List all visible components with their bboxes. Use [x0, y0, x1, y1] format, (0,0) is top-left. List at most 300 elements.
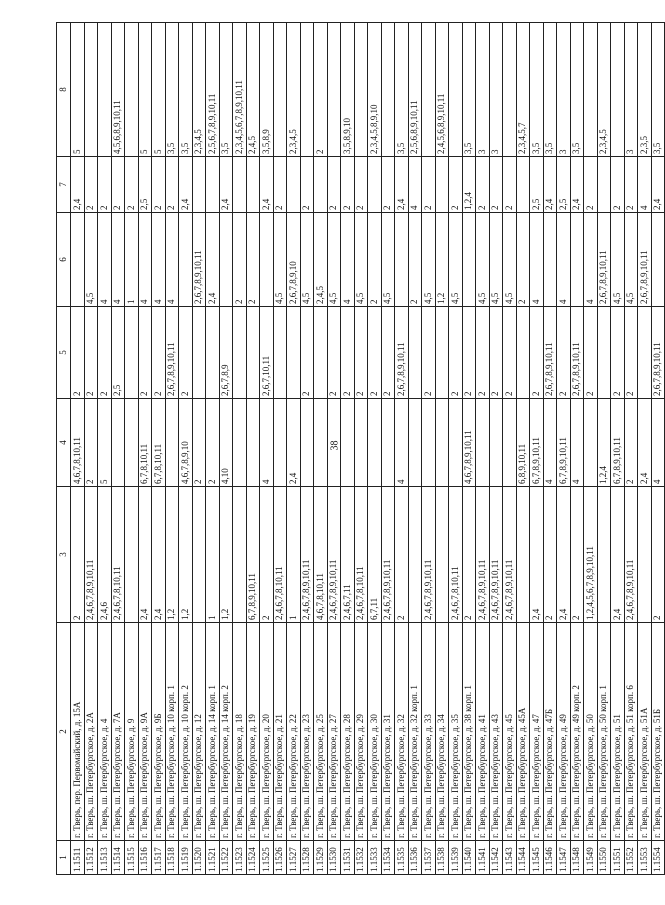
- table-cell: 1,2: [435, 213, 449, 307]
- table-cell: [233, 399, 247, 487]
- table-row: [476, 23, 490, 875]
- table-cell: 2: [462, 307, 476, 399]
- table-cell: 1.1515: [125, 841, 139, 875]
- table-cell: 4,10: [219, 399, 233, 487]
- table-cell: 1: [287, 487, 301, 623]
- table-cell: 1.1528: [300, 841, 314, 875]
- table-cell: г. Тверь, ш. Петербургское, д. 32 корп. 1: [408, 623, 422, 841]
- table-cell: [435, 157, 449, 213]
- table-cell: г. Тверь, ш. Петербургское, д. 51: [611, 623, 625, 841]
- table-row: [624, 23, 638, 875]
- table-cell: 2,3,4,5: [287, 23, 301, 157]
- table-cell: 1.1514: [111, 841, 125, 875]
- table-row: [489, 23, 503, 875]
- table-cell: [435, 307, 449, 399]
- table-cell: 1.1546: [543, 841, 557, 875]
- table-cell: 3,5: [530, 23, 544, 157]
- table-cell: 2,4,6,7,8,9,10,11: [300, 487, 314, 623]
- table-cell: 4: [530, 213, 544, 307]
- table-cell: 3,5: [543, 23, 557, 157]
- table-row: [597, 23, 611, 875]
- table-cell: 4,5: [327, 213, 341, 307]
- table-row: [651, 23, 665, 875]
- table-cell: 1.1513: [98, 841, 112, 875]
- table-cell: 2,4: [179, 157, 193, 213]
- table-cell: 1.1548: [570, 841, 584, 875]
- table-cell: 2,6,7,8,9,10: [287, 213, 301, 307]
- table-cell: 2: [152, 157, 166, 213]
- table-cell: [192, 157, 206, 213]
- table-cell: 2: [422, 307, 436, 399]
- table-row: [584, 23, 598, 875]
- table-cell: 2,4,5,6,8,9,10,11: [435, 23, 449, 157]
- table-cell: г. Тверь, ш. Петербургское, д. 20: [260, 623, 274, 841]
- table-cell: 2,4,6,7,8,10,11: [111, 487, 125, 623]
- table-cell: 4: [165, 213, 179, 307]
- table-cell: [381, 23, 395, 157]
- table-cell: [651, 213, 665, 307]
- table-cell: [206, 307, 220, 399]
- table-cell: [327, 23, 341, 157]
- table-row: [341, 23, 355, 875]
- table-row: [125, 23, 139, 875]
- table-cell: 6,7,8,9,10,11: [557, 399, 571, 487]
- column-header: 7: [57, 157, 71, 213]
- table-cell: г. Тверь, ш. Петербургское, д. 27: [327, 623, 341, 841]
- table-cell: 1.1527: [287, 841, 301, 875]
- table-cell: [246, 157, 260, 213]
- table-row: [98, 23, 112, 875]
- table-cell: [638, 487, 652, 623]
- table-cell: 4,6,7,8,9,10,11: [462, 399, 476, 487]
- table-cell: 2,4: [530, 487, 544, 623]
- table-cell: 4,5: [489, 213, 503, 307]
- table-cell: 2,5: [557, 157, 571, 213]
- table-cell: 1,2: [165, 487, 179, 623]
- table-row: [381, 23, 395, 875]
- table-cell: г. Тверь, ш. Петербургское, д. 21: [273, 623, 287, 841]
- table-cell: 1.1534: [381, 841, 395, 875]
- table-cell: 2: [476, 307, 490, 399]
- table-cell: 1.1520: [192, 841, 206, 875]
- data-table: [56, 22, 665, 875]
- table-cell: 2: [449, 307, 463, 399]
- table-cell: 2: [381, 157, 395, 213]
- table-cell: 2: [624, 307, 638, 399]
- table-cell: [543, 213, 557, 307]
- table-cell: г. Тверь, ш. Петербургское, д. 28: [341, 623, 355, 841]
- table-row: [71, 23, 85, 875]
- table-cell: г. Тверь, ш. Петербургское, д. 51 корп. 6: [624, 623, 638, 841]
- table-cell: 2,4,6,7,8,9,10,11: [422, 487, 436, 623]
- table-cell: 2,3,4,5,6,7,8,9,10,11: [233, 23, 247, 157]
- table-cell: [516, 307, 530, 399]
- table-cell: 3: [476, 23, 490, 157]
- table-cell: 2: [300, 307, 314, 399]
- table-cell: г. Тверь, ш. Петербургское, д. 41: [476, 623, 490, 841]
- table-cell: 2,4,6,7,8,9,10,11: [327, 487, 341, 623]
- table-cell: г. Тверь, ш. Петербургское, д. 33: [422, 623, 436, 841]
- table-cell: [597, 157, 611, 213]
- table-row: [273, 23, 287, 875]
- table-cell: 2,4,6,7,8,10,11: [354, 487, 368, 623]
- table-cell: [314, 399, 328, 487]
- table-cell: 4,5: [273, 213, 287, 307]
- table-cell: 1: [206, 487, 220, 623]
- table-cell: 2: [503, 157, 517, 213]
- table-cell: [125, 399, 139, 487]
- table-cell: [408, 307, 422, 399]
- table-cell: 2,4: [651, 157, 665, 213]
- table-cell: [408, 399, 422, 487]
- table-cell: 2,3,5: [638, 23, 652, 157]
- table-cell: г. Тверь, ш. Петербургское, д. 12: [192, 623, 206, 841]
- table-cell: 5: [152, 23, 166, 157]
- table-cell: [476, 399, 490, 487]
- table-cell: 4: [570, 399, 584, 487]
- table-cell: 4,5: [84, 213, 98, 307]
- table-cell: 2: [71, 307, 85, 399]
- table-cell: [192, 307, 206, 399]
- table-cell: [422, 23, 436, 157]
- table-cell: 2: [395, 487, 409, 623]
- table-cell: 6,7,8,9,10,11: [611, 399, 625, 487]
- table-cell: г. Тверь, ш. Петербургское, д. 19: [246, 623, 260, 841]
- table-cell: 2,5: [530, 157, 544, 213]
- table-cell: 2: [98, 307, 112, 399]
- table-cell: 1.1535: [395, 841, 409, 875]
- column-header: 4: [57, 399, 71, 487]
- table-cell: 4: [138, 213, 152, 307]
- table-cell: 2,5,6,7,8,9,10,11: [206, 23, 220, 157]
- table-cell: 1.1550: [597, 841, 611, 875]
- table-cell: 4,5: [611, 213, 625, 307]
- table-cell: 4,5: [381, 213, 395, 307]
- table-cell: 2,3,4,5: [597, 23, 611, 157]
- table-cell: 2,4: [219, 157, 233, 213]
- table-row: [503, 23, 517, 875]
- table-cell: 2,4: [395, 157, 409, 213]
- column-header: 6: [57, 213, 71, 307]
- table-cell: г. Тверь, ш. Петербургское, д. 22: [287, 623, 301, 841]
- table-cell: 2,5,6,8,9,10,11: [408, 23, 422, 157]
- table-cell: [206, 157, 220, 213]
- table-cell: 2,4,6,7,8,10,11: [449, 487, 463, 623]
- table-cell: 2,6,7,8,9,10,11: [165, 307, 179, 399]
- table-cell: г. Тверь, ш. Петербургское, д. 38 корп. 1: [462, 623, 476, 841]
- table-cell: [273, 23, 287, 157]
- table-cell: 3: [624, 23, 638, 157]
- table-row: [179, 23, 193, 875]
- table-cell: 2,4,6,7,8,9,10,11: [503, 487, 517, 623]
- table-cell: г. Тверь, ш. Петербургское, д. 30: [368, 623, 382, 841]
- table-cell: 1.1540: [462, 841, 476, 875]
- table-cell: 1,2,4: [597, 399, 611, 487]
- table-cell: 2: [125, 157, 139, 213]
- table-row: [530, 23, 544, 875]
- table-cell: [408, 487, 422, 623]
- table-cell: г. Тверь, ш. Петербургское, д. 4: [98, 623, 112, 841]
- table-cell: 2,4,6,7,8,9,10,11: [624, 487, 638, 623]
- table-cell: [287, 157, 301, 213]
- table-cell: г. Тверь, ш. Петербургское, д. 49: [557, 623, 571, 841]
- table-cell: 1.1547: [557, 841, 571, 875]
- table-cell: 3,5: [651, 23, 665, 157]
- table-cell: 2: [462, 487, 476, 623]
- table-cell: 2: [489, 157, 503, 213]
- table-cell: 1.1517: [152, 841, 166, 875]
- table-row: [638, 23, 652, 875]
- table-cell: 1.1553: [638, 841, 652, 875]
- table-cell: 2: [260, 487, 274, 623]
- table-cell: [192, 487, 206, 623]
- table-cell: г. Тверь, ш. Петербургское, д. 45А: [516, 623, 530, 841]
- table-row: [300, 23, 314, 875]
- table-cell: г. Тверь, ш. Петербургское, д. 47: [530, 623, 544, 841]
- table-cell: [489, 399, 503, 487]
- table-cell: 1.1551: [611, 841, 625, 875]
- table-row: [395, 23, 409, 875]
- table-cell: 2,6,7,10,11: [260, 307, 274, 399]
- table-cell: 1.1532: [354, 841, 368, 875]
- table-cell: г. Тверь, ш. Петербургское, д. 18: [233, 623, 247, 841]
- table-cell: 1.1531: [341, 841, 355, 875]
- table-row: [138, 23, 152, 875]
- table-cell: 1.1538: [435, 841, 449, 875]
- table-cell: г. Тверь, ш. Петербургское, д. 9: [125, 623, 139, 841]
- table-cell: 2,4,6,7,8,9,10,11: [476, 487, 490, 623]
- table-cell: 2,4,6,7,8,9,10,11: [84, 487, 98, 623]
- table-cell: 2,4,6,7,11: [341, 487, 355, 623]
- table-cell: 2: [71, 487, 85, 623]
- table-cell: [71, 213, 85, 307]
- table-cell: 1.1529: [314, 841, 328, 875]
- table-cell: 1: [125, 213, 139, 307]
- table-cell: г. Тверь, ш. Петербургское, д. 9А: [138, 623, 152, 841]
- table-row: [408, 23, 422, 875]
- table-cell: 3,5: [165, 23, 179, 157]
- table-cell: 4,5: [300, 213, 314, 307]
- table-cell: 1,2: [179, 487, 193, 623]
- table-cell: 2: [368, 213, 382, 307]
- table-cell: 2,4,6,7,8,9,10,11: [489, 487, 503, 623]
- table-cell: 2,4,6,7,8,9,10,11: [381, 487, 395, 623]
- table-cell: 2: [611, 307, 625, 399]
- table-cell: 2: [327, 157, 341, 213]
- table-cell: [597, 307, 611, 399]
- table-cell: 2: [516, 213, 530, 307]
- table-cell: 2: [233, 213, 247, 307]
- table-cell: 2: [408, 213, 422, 307]
- table-cell: 4,6,7,8,9,10: [179, 399, 193, 487]
- table-cell: [246, 307, 260, 399]
- table-cell: 2,4,5: [246, 23, 260, 157]
- table-cell: 3: [557, 23, 571, 157]
- table-cell: 4: [651, 399, 665, 487]
- table-cell: 4,5: [449, 213, 463, 307]
- table-cell: 1,2: [219, 487, 233, 623]
- table-cell: [273, 399, 287, 487]
- table-cell: г. Тверь, ш. Петербургское, д. 14 корп. 1: [206, 623, 220, 841]
- table-row: [219, 23, 233, 875]
- table-cell: 2,6,7,8,9,10,11: [192, 213, 206, 307]
- table-cell: 2,4: [71, 157, 85, 213]
- table-cell: 2: [624, 157, 638, 213]
- table-row: [449, 23, 463, 875]
- table-cell: 1.1541: [476, 841, 490, 875]
- table-cell: 4: [543, 399, 557, 487]
- column-header: 1: [57, 841, 71, 875]
- table-row: [354, 23, 368, 875]
- table-row: [246, 23, 260, 875]
- table-cell: 2,6,7,8,9,10,11: [395, 307, 409, 399]
- column-header: 8: [57, 23, 71, 157]
- table-cell: г. Тверь, ш. Петербургское, д. 29: [354, 623, 368, 841]
- table-cell: 6,8,9,10,11: [516, 399, 530, 487]
- table-cell: 1.1511: [71, 841, 85, 875]
- table-cell: 6,7,8,10,11: [138, 399, 152, 487]
- table-cell: 2: [584, 307, 598, 399]
- table-cell: 1.1554: [651, 841, 665, 875]
- table-cell: 2,4: [570, 157, 584, 213]
- table-cell: [462, 213, 476, 307]
- table-cell: [354, 23, 368, 157]
- table-cell: 2: [98, 157, 112, 213]
- table-cell: [638, 307, 652, 399]
- table-cell: 4: [638, 157, 652, 213]
- table-cell: [98, 23, 112, 157]
- table-cell: [368, 399, 382, 487]
- table-cell: 2: [381, 307, 395, 399]
- table-cell: 2: [543, 487, 557, 623]
- table-cell: 2,6,7,8,9: [219, 307, 233, 399]
- table-cell: 1.1552: [624, 841, 638, 875]
- table-cell: 1.1521: [206, 841, 220, 875]
- table-cell: г. Тверь, ш. Петербургское, д. 25: [314, 623, 328, 841]
- table-row: [422, 23, 436, 875]
- table-cell: [354, 399, 368, 487]
- table-cell: г. Тверь, ш. Петербургское, д. 10 корп. 1: [165, 623, 179, 841]
- table-cell: [125, 23, 139, 157]
- table-cell: 4,5: [354, 213, 368, 307]
- column-header: 2: [57, 623, 71, 841]
- table-cell: 2: [341, 307, 355, 399]
- table-cell: 6,7,8,9,10,11: [246, 487, 260, 623]
- table-cell: [435, 399, 449, 487]
- table-cell: [584, 23, 598, 157]
- table-cell: [233, 487, 247, 623]
- table-cell: 4: [395, 399, 409, 487]
- table-cell: [233, 157, 247, 213]
- table-cell: 2,6,7,8,9,10,11: [570, 307, 584, 399]
- table-cell: 4,6,7,8,10,11: [314, 487, 328, 623]
- table-cell: 2,4,5: [314, 213, 328, 307]
- table-row: [462, 23, 476, 875]
- table-row: [84, 23, 98, 875]
- table-cell: 2: [570, 487, 584, 623]
- table-header-row: [57, 23, 71, 875]
- table-cell: 2: [530, 307, 544, 399]
- table-cell: 4,6,7,8,10,11: [71, 399, 85, 487]
- table-cell: 2: [624, 399, 638, 487]
- table-cell: 2: [165, 157, 179, 213]
- table-cell: 1.1525: [260, 841, 274, 875]
- table-cell: 3: [489, 23, 503, 157]
- table-cell: [273, 307, 287, 399]
- table-body: [71, 23, 665, 875]
- table-cell: 2: [111, 157, 125, 213]
- table-cell: г. Тверь, ш. Петербургское, д. 43: [489, 623, 503, 841]
- table-row: [206, 23, 220, 875]
- table-cell: 2,4: [557, 487, 571, 623]
- table-cell: 2: [246, 213, 260, 307]
- table-cell: 3,5: [462, 23, 476, 157]
- table-cell: 3,5: [179, 23, 193, 157]
- table-row: [314, 23, 328, 875]
- table-cell: [395, 213, 409, 307]
- table-row: [165, 23, 179, 875]
- table-cell: [584, 399, 598, 487]
- table-row: [435, 23, 449, 875]
- table-cell: 1.1516: [138, 841, 152, 875]
- table-cell: 1,2,4,5,6,7,8,9,10,11: [584, 487, 598, 623]
- table-row: [570, 23, 584, 875]
- table-cell: 5: [71, 23, 85, 157]
- table-cell: 2: [476, 157, 490, 213]
- table-cell: 1.1549: [584, 841, 598, 875]
- table-cell: [111, 399, 125, 487]
- table-cell: г. Тверь, пер. Первомайский, д. 15А: [71, 623, 85, 841]
- table-cell: 6,7,8,9,10,11: [530, 399, 544, 487]
- table-cell: 2,6,7,8,9,10,11: [638, 213, 652, 307]
- table-cell: 2,4: [138, 487, 152, 623]
- table-cell: г. Тверь, ш. Петербургское, д. 45: [503, 623, 517, 841]
- table-row: [233, 23, 247, 875]
- table-cell: [503, 23, 517, 157]
- table-cell: [233, 307, 247, 399]
- table-cell: 1.1522: [219, 841, 233, 875]
- table-cell: 1.1530: [327, 841, 341, 875]
- table-cell: 2,6,7,8,9,10,11: [543, 307, 557, 399]
- table-cell: 2: [138, 307, 152, 399]
- table-cell: 2: [84, 307, 98, 399]
- table-cell: 4,5: [624, 213, 638, 307]
- table-cell: 2: [192, 399, 206, 487]
- table-cell: 3,5,8,9,10: [341, 23, 355, 157]
- table-cell: 1,2,4: [462, 157, 476, 213]
- table-cell: 4: [341, 213, 355, 307]
- table-cell: 2,6,7,8,9,10,11: [651, 307, 665, 399]
- table-cell: 1.1518: [165, 841, 179, 875]
- table-cell: г. Тверь, ш. Петербургское, д. 47Б: [543, 623, 557, 841]
- table-row: [192, 23, 206, 875]
- column-header: 3: [57, 487, 71, 623]
- table-cell: 2: [179, 307, 193, 399]
- table-cell: 4,5,6,8,9,10,11: [111, 23, 125, 157]
- table-cell: 6,7,8,10,11: [152, 399, 166, 487]
- table-cell: г. Тверь, ш. Петербургское, д. 50: [584, 623, 598, 841]
- table-cell: [219, 213, 233, 307]
- table-cell: 2: [354, 157, 368, 213]
- table-cell: 4: [111, 213, 125, 307]
- table-cell: 4: [557, 213, 571, 307]
- table-cell: [179, 213, 193, 307]
- table-cell: 1.1537: [422, 841, 436, 875]
- table-cell: г. Тверь, ш. Петербургское, д. 51А: [638, 623, 652, 841]
- table-cell: 2,4: [206, 213, 220, 307]
- table-row: [260, 23, 274, 875]
- table-cell: г. Тверь, ш. Петербургское, д. 10 корп. 2: [179, 623, 193, 841]
